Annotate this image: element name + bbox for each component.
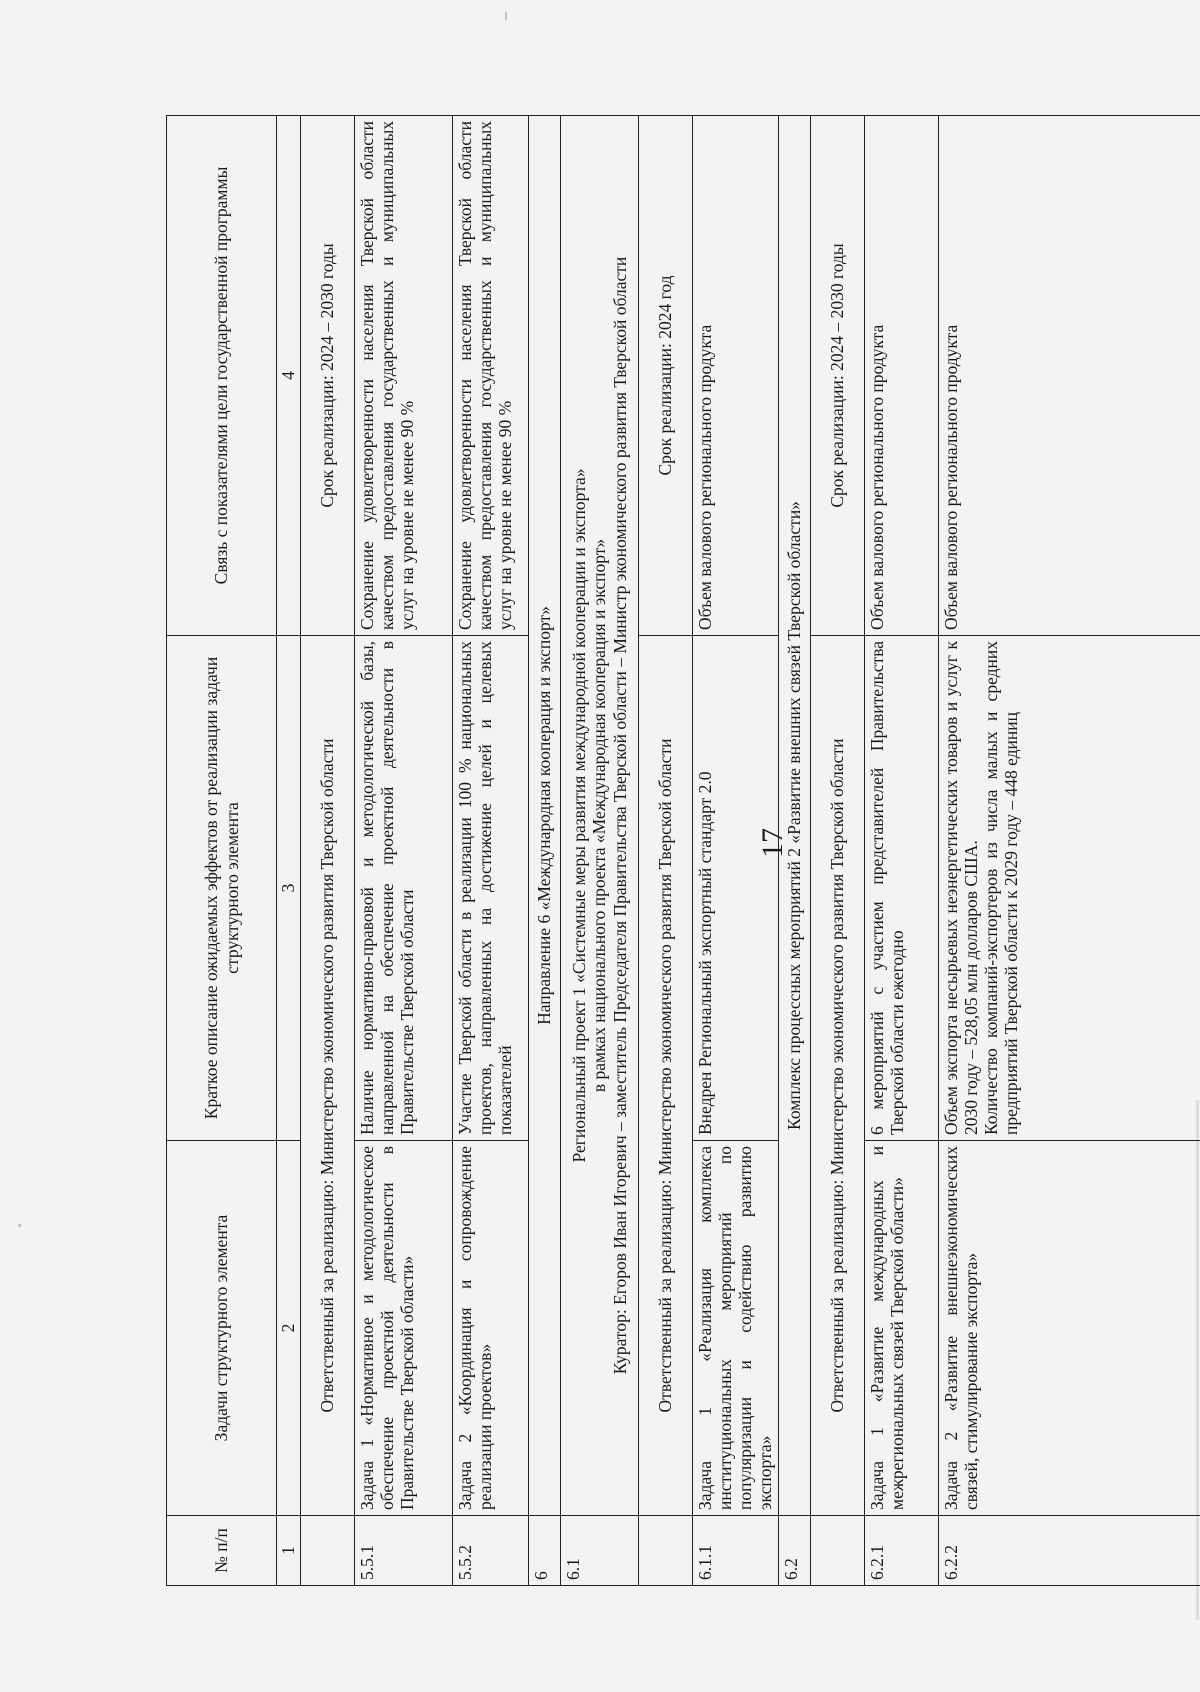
responsible-text: Ответственный за реализацию: Министерство экономического развития Тверской области: [301, 636, 355, 1516]
table-row-5-5-2: [453, 116, 529, 1586]
scan-mark: [18, 1224, 21, 1227]
exporters-count-text: Количество компаний-экспортеров из числа малых и средних предприятий Тверской области к 2029 году – 448 единиц: [980, 641, 1021, 1135]
table-row-5-5-1: [355, 116, 453, 1586]
column-number-row: [277, 116, 301, 1586]
header-number: № п/п: [167, 1516, 277, 1586]
effect-cell: 6 мероприятий с участием представителей Правительства Тверской области ежегодно: [864, 636, 938, 1141]
effect-cell: [938, 636, 1200, 1141]
col-number-2: 2: [277, 1141, 301, 1516]
link-cell: Сохранение удовлетворенности населения Тверской области качеством предоставления государственных и муниципальных услуг на уровне не менее 90 %: [355, 116, 453, 636]
project-description: [561, 116, 639, 1516]
term-text: Срок реализации: 2024 – 2030 годы: [301, 116, 355, 636]
link-cell: Объем валового регионального продукта: [693, 116, 779, 636]
term-text: Срок реализации: 2024 год: [639, 116, 693, 636]
section-row-6-2: [778, 116, 810, 1586]
section-title: Направление 6 «Международная кооперация и экспорт»: [529, 116, 561, 1516]
project-context: в рамках национального проекта «Международная кооперация и экспорт»: [589, 538, 610, 1093]
col-number-4: 4: [277, 116, 301, 636]
task-cell: Задача 2 «Развитие внешнеэкономических связей, стимулирование экспорта»: [938, 1141, 1200, 1516]
project-row-6-1: [561, 116, 639, 1586]
row-number: 6.1: [561, 1516, 639, 1586]
link-cell: Сохранение удовлетворенности населения Тверской области качеством предоставления государственных и муниципальных услуг на уровне не менее 90 %: [453, 116, 529, 636]
responsible-text: Ответственный за реализацию: Министерство экономического развития Тверской области: [810, 636, 864, 1516]
empty-cell: [810, 1516, 864, 1586]
link-cell: Объем валового регионального продукта: [938, 116, 1200, 636]
col-number-3: 3: [277, 636, 301, 1141]
link-cell: Объем валового регионального продукта: [864, 116, 938, 636]
table-row-6-2-2: [938, 116, 1200, 1586]
rotated-table-container: [166, 116, 1200, 1586]
row-number: 5.5.2: [453, 1516, 529, 1586]
table-row-6-2-1: [864, 116, 938, 1586]
row-number: 6.1.1: [693, 1516, 779, 1586]
section-row-6: [529, 116, 561, 1586]
header-row: [167, 116, 277, 1586]
effect-cell: Участие Тверской области в реализации 100 % национальных проектов, направленных на достижение целей и целевых показателей: [453, 636, 529, 1141]
responsible-row-1: [301, 116, 355, 1586]
section-title: Комплекс процессных мероприятий 2 «Развитие внешних связей Тверской области»: [778, 116, 810, 1516]
empty-cell: [639, 1516, 693, 1586]
effect-cell: Наличие нормативно-правовой и методологической базы, направленной на обеспечение проектной деятельности в Правительстве Тверской области: [355, 636, 453, 1141]
task-cell: Задача 1 «Реализация комплекса институциональных мероприятий по популяризации и содействию развитию экспорта»: [693, 1141, 779, 1516]
header-tasks: Задачи структурного элемента: [167, 1141, 277, 1516]
program-table: [166, 115, 1200, 1586]
page-number: 17: [756, 828, 789, 858]
col-number-1: 1: [277, 1516, 301, 1586]
responsible-row-3: [810, 116, 864, 1586]
header-link: Связь с показателями цели государственной программы: [167, 116, 277, 636]
project-title: Региональный проект 1 «Системные меры развития международной кооперации и экспорта»: [569, 468, 590, 1163]
empty-cell: [301, 1516, 355, 1586]
scan-mark: [505, 12, 507, 20]
task-cell: Задача 2 «Координация и сопровождение реализации проектов»: [453, 1141, 529, 1516]
row-number: 6.2: [778, 1516, 810, 1586]
task-cell: Задача 1 «Развитие международных и межрегиональных связей Тверской области»: [864, 1141, 938, 1516]
responsible-text: Ответственный за реализацию: Министерство экономического развития Тверской области: [639, 636, 693, 1516]
row-number: 6.2.2: [938, 1516, 1200, 1586]
task-cell: Задача 1 «Нормативное и методологическое обеспечение проектной деятельности в Правительстве Тверской области»: [355, 1141, 453, 1516]
export-volume-text: Объем экспорта несырьевых неэнергетических товаров и услуг к 2030 году – 528,05 млн долларов США.: [940, 641, 981, 1135]
row-number: 6: [529, 1516, 561, 1586]
term-text: Срок реализации: 2024 – 2030 годы: [810, 116, 864, 636]
effect-cell: Внедрен Региональный экспортный стандарт 2.0: [693, 636, 779, 1141]
responsible-row-2: [639, 116, 693, 1586]
row-number: 5.5.1: [355, 1516, 453, 1586]
row-number: 6.2.1: [864, 1516, 938, 1586]
table-row-6-1-1: [693, 116, 779, 1586]
project-curator: Куратор: Егоров Иван Игоревич – заместитель Председателя Правительства Тверской области – Министр экономического развития Тверской области: [609, 256, 630, 1375]
header-effects: Краткое описание ожидаемых эффектов от реализации задачи структурного элемента: [167, 636, 277, 1141]
